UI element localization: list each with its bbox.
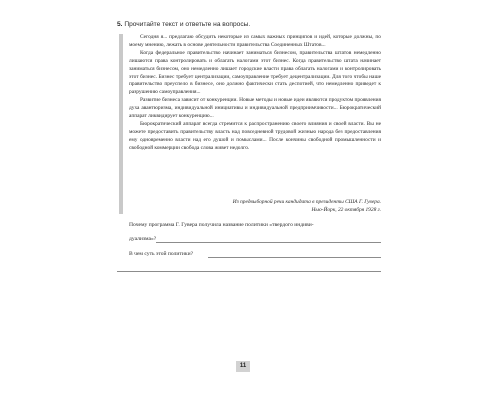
question-1-part-2: дуализма»? — [129, 236, 157, 242]
task-heading — [117, 20, 379, 29]
question-1-part-1: Почему программа Г. Гувера получила название политики «твердого индиви- — [129, 222, 314, 228]
answer-line[interactable] — [156, 242, 381, 243]
quote-source-line-2: Нью-Йорк, 22 октября 1928 г. — [311, 206, 381, 213]
quote-source-line-1: Из предвыборной речи кандидата в президенты США Г. Гувера. — [232, 199, 381, 205]
question-2: В чем суть этой политики? — [129, 251, 194, 257]
quote-side-bar — [119, 34, 123, 214]
quote-text — [129, 34, 381, 153]
quote-paragraph-4: Бюрократический аппарат всегда стремится к распространению своего влияния и своей власти. Вы не можете предоставить правительству власть над повседневной трудовой жизнью народа без предоставления ему одновременно власти над его душой и помыслами... После кончины свободной промышленности и свободной коммерции свобода слова живет недолго. — [129, 120, 381, 151]
answer-line[interactable] — [117, 271, 381, 272]
quote-paragraph-1: Сегодня я... предлагаю обсудить некоторые из самых важных принципов и идей, которые должны, по моему мнению, лежать в основе деятельности правительства Соединенных Штатов... — [129, 34, 381, 48]
task-number: 5. — [117, 21, 123, 28]
page-number: 11 — [236, 361, 250, 372]
quote-source — [129, 199, 381, 215]
quote-paragraph-2: Когда федеральное правительство начинает заниматься бизнесом, правительства штатов немедленно лишаются права контролировать и облагать налогами этот бизнес. Когда правительство штата начинает заниматься бизнесом, оно немедленно лишает городские власти права облагать налогами и контролировать этот бизнес. Бизнес требует централизации, самоуправление требует децентрализации. Для того чтобы наше правительство преуспело в бизнесе, оно должно фактически стать деспотией, что немедленно приведет к разрушению самоуправления... — [129, 49, 381, 96]
task-instruction: Прочитайте текст и ответьте на вопросы. — [124, 21, 251, 28]
answer-line[interactable] — [208, 257, 381, 258]
quote-paragraph-3: Развитие бизнеса зависит от конкуренции. Новые методы и новые идеи являются продуктом проявления духа авантюризма, индивидуальной инициативы и индивидуальной предприимчивости... Бюрократический аппарат ликвидирует конкуренцию... — [129, 97, 381, 120]
